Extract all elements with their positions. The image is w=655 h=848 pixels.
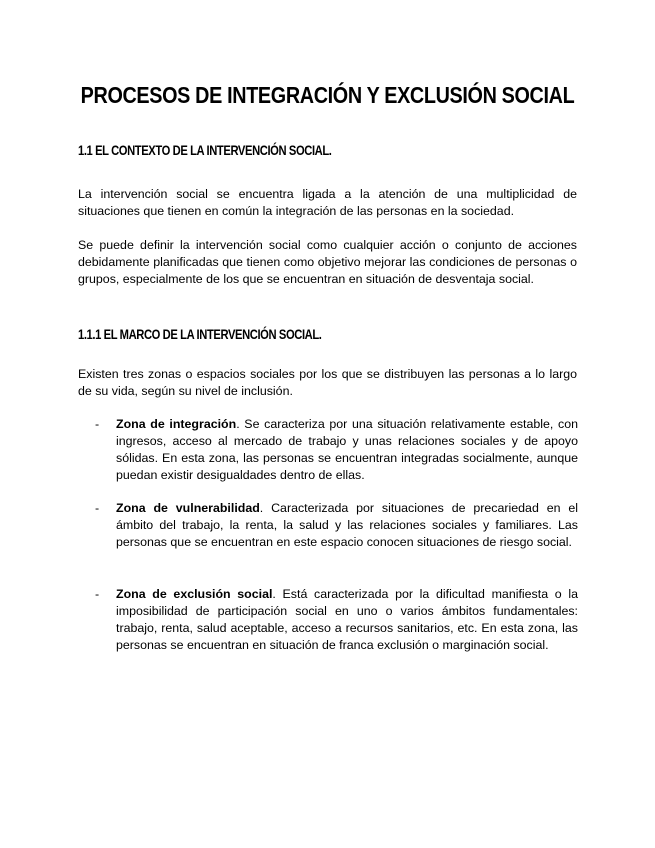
section-heading-contexto: 1.1 EL CONTEXTO DE LA INTERVENCIÓN SOCIAL. (78, 142, 332, 158)
zone-description: . Se caracteriza por una situación relativamente estable, con ingresos, acceso al mercado de trabajo y unas relaciones sociales y de apoyo sólidas. En esta zona, las personas se encuentran integradas socialmente, aunque puedan existir desigualdades dentro de ellas. (116, 417, 578, 482)
zone-description: . Está caracterizada por la dificultad manifiesta o la imposibilidad de participación social en uno o varios ámbitos fundamentales: trabajo, renta, salud aceptable, acceso a recursos sanitarios, etc. En esta zona, las personas se encuentran en situación de franca exclusión o marginación social. (116, 587, 578, 652)
section-heading-marco: 1.1.1 EL MARCO DE LA INTERVENCIÓN SOCIAL. (78, 326, 322, 342)
list-bullet: - (95, 417, 100, 431)
page-title: PROCESOS DE INTEGRACIÓN Y EXCLUSIÓN SOCIAL (80, 82, 575, 108)
paragraph-intervencion-intro: La intervención social se encuentra ligada a la atención de una multiplicidad de situaciones que tienen en común la integración de las personas en la sociedad. (78, 187, 577, 218)
list-item-text (116, 586, 578, 654)
list-bullet: - (95, 501, 100, 515)
zone-description: . Caracterizada por situaciones de precariedad en el ámbito del trabajo, la renta, la salud y las relaciones sociales y familiares. Las personas que se encuentran en este espacio conocen situaciones de riesgo social. (116, 501, 578, 549)
list-bullet: - (95, 587, 100, 601)
list-item-text (116, 500, 578, 551)
zone-term: Zona de integración (116, 417, 237, 431)
paragraph-zonas-intro: Existen tres zonas o espacios sociales por los que se distribuyen las personas a lo largo de su vida, según su nivel de inclusión. (78, 367, 577, 398)
zone-term: Zona de exclusión social (116, 587, 273, 601)
list-item-text (116, 416, 578, 484)
paragraph-intervencion-definicion: Se puede definir la intervención social como cualquier acción o conjunto de acciones debidamente planificadas que tienen como objetivo mejorar las condiciones de personas o grupos, especialmente de los que se encuentran en situación de desventaja social. (78, 238, 577, 286)
zone-term: Zona de vulnerabilidad (116, 501, 260, 515)
